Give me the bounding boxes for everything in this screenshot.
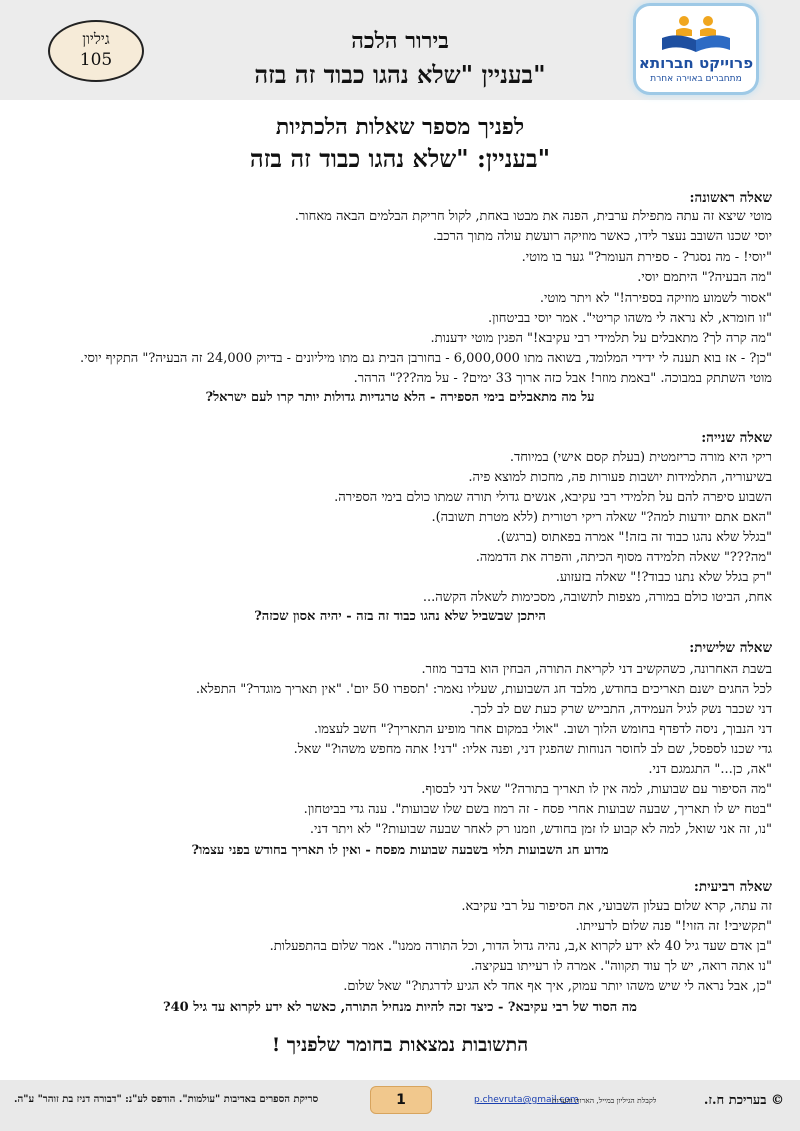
logo-tagline: מתחברים באוירה אחרת [650,74,742,84]
intro-line1: לפניך מספר שאלות הלכתיות [275,114,525,140]
question-line: "אסור לשמוע מוזיקה בספירה!" לא ויתר מוטי. [539,291,772,306]
logo-name: פרוייקט חברותא [638,54,754,72]
question-line: "מה הסיפור עם שבועות, למה אין לו תאריך בתורה?" שאל דני לבסוף. [421,782,772,797]
header-title-line1: בירור הלכה [351,28,449,54]
header-band [0,0,800,100]
question-line: מוטי השתתק במבוכה. "באמת מוזר! אבל כזה ארוך 33 ימים? - על מה???" הרהר. [353,371,772,386]
question-line: "בטח יש לו תאריך, שבעה שבועות אחרי פסח - זה רמוז בשם שלו שבועות". ענה גדי בביטחון. [303,802,772,817]
question-line: "בן אדם שעד גיל 40 לא ידע לקרוא א,ב, נהיה גדול הדור, וכל התורה ממנו". אמר שלום בהתפעלות. [269,939,772,954]
question-heading: שאלה רביעית: [693,879,772,895]
question-line: "רק בגלל שלא נתנו כבוד?!" שאלה בזעזוע. [555,570,772,585]
issue-number: 105 [79,50,113,70]
question-conclusion: מה הסוד של רבי עקיבא? - כיצד זכה להיות מנחיל התורה, כאשר לא ידע לקרוא עד גיל 40? [163,1000,637,1015]
question-line: אחת, הביטו כולם במורה, מצפות לתשובה, מסכימות לשאלה הקשה... [422,590,772,605]
question-line: דני שכבר נשק לגיל העמידה, התבייש שרק כעת שם לב לכך. [470,702,772,717]
header-title-line2: בעניין "שלא נהגו כבוד זה בזה" [254,60,546,89]
open-book-icon [658,14,734,54]
question-heading: שאלה שנייה: [701,430,772,446]
question-line: "כן, אבל נראה לי שיש משהו יותר עמוק, איך אף אחד לא הגיע לדרגתו?" שאל שלום. [343,979,772,994]
question-line: "תקשיבי! זה הזוי!" פנה שלום לרעייתו. [575,919,772,934]
question-line: זה עתה, קרא שלום בעלון השבועי, את הסיפור על רבי עקיבא. [461,899,772,914]
question-line: דני הנבוך, ניסה לדפדף בחומש הלוך ושוב. "אולי במקום אחר מופיע התאריך?" חשב לעצמו. [313,722,772,737]
question-heading: שאלה ראשונה: [689,190,772,206]
question-line: "זו חומרא, לא נראה לי משהו קריטי". אמר יוסי בביטחון. [488,311,772,326]
question-line: "מה קרה לך? מתאבלים על תלמידי רבי עקיבא!" הפגין מוטי ידענות. [430,331,772,346]
question-line: "כן? - אז בוא תענה לי ידידי המלומד, בשואה מתו 6,000,000 - בחורבן הבית גם מתו מיליונים - בדיוק 24,000 זה הבעיה?" התקיף יוסי. [79,351,772,366]
footer-band [0,1080,800,1131]
question-line: "מה???" שאלה תלמידה מסוף הכיתה, והפרה את הדממה. [475,550,772,565]
question-line: "נו אתה רואה, יש לך עוד תקווה". אמרה לו רעייתו בעקיצה. [470,959,772,974]
question-conclusion: על מה מתאבלים בימי הספירה - הלא טרגדיות גדולות יותר קרו לעם ישראל? [205,390,595,405]
question-line: בשיעוריה, התלמידות יושבות פעורות פה, מחכות למוצא פיה. [468,470,772,485]
chevruta-logo [636,6,756,92]
question-conclusion: מדוע חג השבועות תלוי בשבעה שבועות מפסח - ואין לו תאריך בחודש בפני עצמו? [191,843,609,858]
issue-badge [48,20,144,82]
issue-label: גיליון [82,30,110,48]
answers-note: התשובות נמצאות בחומר שלפניך ! [271,1034,529,1056]
question-line: "בגלל שלא נהגו כבוד זה בזה!" אמרה בפאתוס (ברגש). [496,530,772,545]
question-heading: שאלה שלישית: [689,640,772,656]
question-line: "אה, כן..." התגמגם דני. [648,762,772,777]
footer-email-note: לקבלת הגיליון במייל, הארות והערות [552,1096,657,1105]
page-number-badge: 1 [370,1086,432,1114]
footer-credit: סריקת הספרים באדיבות "עולמות". הודפס לע"נ: "דבורה דניז בת זוהר" ע"ה. [14,1094,319,1105]
question-line: גדי שכנו לספסל, שם לב לחוסר הנוחות שהפגין דני, ופנה אליו: "דני! אתה מחפש משהו?" שאל. [293,742,772,757]
question-line: בשבת האחרונה, כשהקשיב דני לקריאת התורה, הבחין הוא בדבר מוזר. [421,662,772,677]
contact-email-link[interactable]: p.chevruta@gmail.com [474,1095,579,1105]
intro-line2: בעניין: "שלא נהגו כבוד זה בזה" [249,144,551,173]
question-line: יוסי שכנו השובב נעצר לידו, כאשר מוזיקה רועשת עולה מתוך הרכב. [432,229,772,244]
question-line: "מה הבעיה?" היתמם יוסי. [637,270,772,285]
question-line: לכל החגים ישנם תאריכים בחודש, מלבד חג השבועות, שעליו נאמר: 'תספרו 50 יום'. "אין תאריך מוגדר?" התפלא. [195,682,772,697]
footer-edited-by: © בעריכת ח.ז. [703,1093,784,1108]
question-line: מוטי שיצא זה עתה מתפילת ערבית, הפנה את מבטו באחת, לקול חריקת הבלמים הבאה מאחור. [294,209,772,224]
question-line: "יוסי! - מה נסגר? - ספירת העומר?" גער בו מוטי. [521,250,772,265]
question-conclusion: היתכן שבשביל שלא נהגו כבוד זה בזה - יהיה אסון שכזה? [254,609,546,624]
question-line: השבוע סיפרה להם על תלמידי רבי עקיבא, אנשים גדולי תורה שמתו כולם בימי הספירה. [334,490,772,505]
question-line: "נו, זה אני שואל, למה לא קבוע לו זמן בחודש, וזמנו רק לאחר שבעה שבועות?" לא ויתר דני. [309,822,772,837]
question-line: "האם אתם יודעות למה?" שאלה ריקי רטורית (ללא מטרת תשובה). [431,510,772,525]
question-line: ריקי היא מורה כריזמטית (בעלת קסם אישי) במיוחד. [509,450,772,465]
